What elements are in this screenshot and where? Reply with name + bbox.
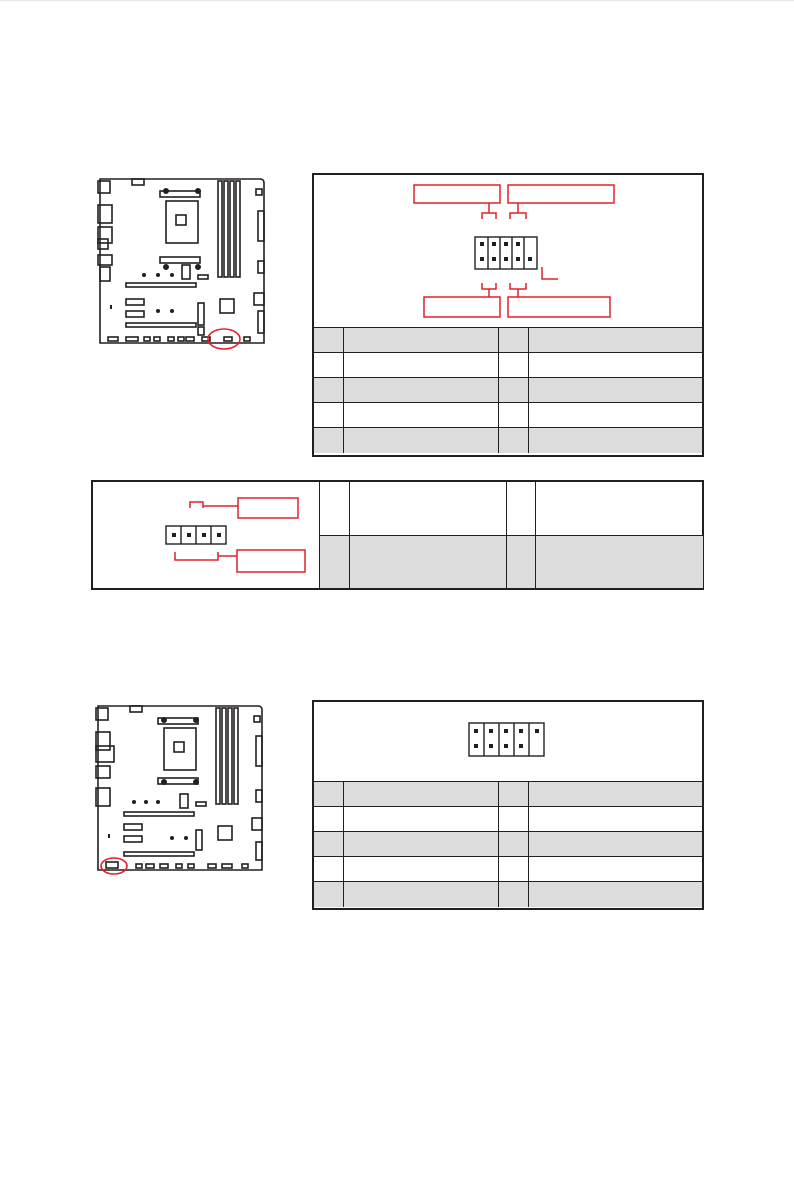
signal-name (528, 782, 702, 807)
signal-name (343, 428, 498, 453)
pin-definition-box-3 (312, 700, 704, 910)
table-row (314, 378, 702, 403)
table-row (314, 882, 702, 907)
pin-number (314, 857, 343, 882)
pin-number (506, 535, 535, 588)
pin-definition-box-2 (91, 480, 704, 590)
signal-name (528, 353, 702, 378)
board-illustration-2 (92, 702, 268, 878)
connector-pin-diagram (93, 482, 319, 588)
signal-name (528, 857, 702, 882)
pin-number (314, 882, 343, 907)
pin-table-2 (319, 482, 703, 588)
top-rule (0, 0, 794, 1)
signal-name (528, 403, 702, 428)
pin-table-3 (314, 781, 702, 907)
signal-name (528, 807, 702, 832)
signal-name (343, 782, 498, 807)
pin-number (314, 782, 343, 807)
pin-number (498, 378, 528, 403)
header-pin-diagram-2 (314, 702, 706, 782)
board-illustration-1 (94, 175, 270, 351)
table-row (314, 857, 702, 882)
pin-number (314, 378, 343, 403)
signal-name (528, 428, 702, 453)
pin-number (498, 857, 528, 882)
table-row (314, 403, 702, 428)
signal-name (343, 353, 498, 378)
signal-name (343, 403, 498, 428)
pin-number (314, 353, 343, 378)
pin-number (498, 428, 528, 453)
pin-number (314, 807, 343, 832)
pin-number (498, 328, 528, 353)
signal-name (528, 882, 702, 907)
table-row (320, 482, 703, 535)
table-row (320, 535, 703, 588)
pin-number (314, 832, 343, 857)
signal-name (528, 378, 702, 403)
signal-name (343, 328, 498, 353)
table-row (314, 832, 702, 857)
signal-name (343, 378, 498, 403)
motherboard-icon (94, 175, 270, 351)
pin-number (498, 832, 528, 857)
table-row (314, 428, 702, 453)
signal-name (343, 807, 498, 832)
table-row (314, 353, 702, 378)
signal-name (343, 857, 498, 882)
pin-number (498, 403, 528, 428)
table-row (314, 328, 702, 353)
signal-name (528, 328, 702, 353)
pin-number (314, 403, 343, 428)
highlight-circle (101, 858, 127, 874)
signal-name (343, 832, 498, 857)
pin-number (506, 482, 535, 535)
pin-table-1 (314, 327, 702, 453)
signal-name (343, 882, 498, 907)
table-row (314, 807, 702, 832)
pin-number (498, 882, 528, 907)
pin-number (314, 428, 343, 453)
signal-name (528, 832, 702, 857)
pin-definition-box-1 (312, 173, 704, 457)
pin-number (320, 535, 349, 588)
pin-number (498, 807, 528, 832)
pin-number (498, 782, 528, 807)
pin-number (314, 328, 343, 353)
pin-number (320, 482, 349, 535)
signal-name (349, 482, 506, 535)
table-row (314, 782, 702, 807)
signal-name (349, 535, 506, 588)
motherboard-icon (92, 702, 268, 878)
signal-name (535, 482, 703, 535)
pin-number (498, 353, 528, 378)
signal-name (535, 535, 703, 588)
